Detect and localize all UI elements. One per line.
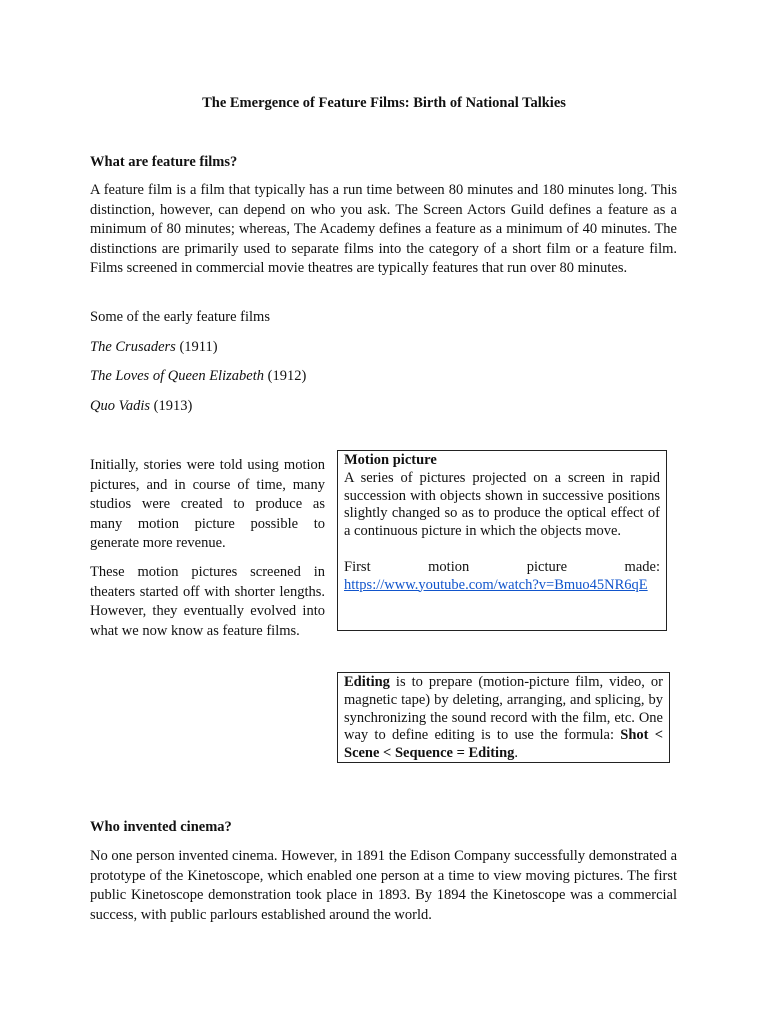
- motion-picture-definition: A series of pictures projected on a screen in rapid succession with objects shown in successive positions slightly changed so as to produce the optical effect of a continuous picture in which the objects move.: [344, 469, 660, 540]
- who-invented-paragraph: No one person invented cinema. However, in 1891 the Edison Company successfully demonstrated a prototype of the Kinetoscope, which enabled one person at a time to view moving pictures. The first public Kinetoscope demonstration took place in 1893. By 1894 the Kinetoscope was a commercial success, with public parlours established around the world.: [90, 848, 677, 923]
- editing-formula: Shot < Scene < Sequence = Editing: [344, 727, 663, 762]
- document-title: The Emergence of Feature Films: Birth of National Talkies: [202, 95, 566, 111]
- film-year: (1911): [179, 339, 218, 355]
- film-title: Quo Vadis: [90, 398, 151, 414]
- film-title: The Crusaders: [90, 339, 176, 355]
- film-title: The Loves of Queen Elizabeth: [90, 368, 264, 384]
- editing-period: .: [514, 745, 519, 762]
- film-item: [90, 397, 192, 417]
- film-item: [90, 367, 306, 387]
- left-column-paragraph-2: These motion pictures screened in theaters started off with shorter lengths. However, they eventually evolved into what we now know as feature films.: [90, 564, 325, 639]
- editing-box: [337, 672, 670, 763]
- feature-films-paragraph: A feature film is a film that typically has a run time between 80 minutes and 180 minutes long. This distinction, however, can depend on who you ask. The Screen Actors Guild defines a feature as a minimum of 80 minutes; whereas, The Academy defines a feature as a minimum of 40 minutes. The distinctions are primarily used to separate films into the category of a short film or a feature film. Films screened in commercial movie theatres are typically features that run over 80 minutes.: [90, 182, 677, 276]
- film-item: [90, 338, 218, 358]
- editing-definition: is to prepare (motion-picture film, video, or magnetic tape) by deleting, arranging, and splicing, by synchronizing the sound record with the film, etc. One way to define editing is to use the formula:: [344, 674, 663, 744]
- motion-picture-heading: Motion picture: [344, 452, 437, 468]
- section-heading-who-invented: Who invented cinema?: [90, 819, 232, 835]
- early-films-intro: Some of the early feature films: [90, 309, 270, 325]
- motion-picture-box: [337, 450, 667, 631]
- youtube-link[interactable]: https://www.youtube.com/watch?v=Bmuo45NR6qE: [344, 576, 648, 593]
- left-column-paragraph-1: Initially, stories were told using motion pictures, and in course of time, many studios were created to produce as many motion picture possible to generate more revenue.: [90, 457, 325, 551]
- editing-term: Editing: [344, 674, 390, 690]
- first-motion-picture-label: First motion picture made:: [344, 558, 660, 575]
- film-year: (1912): [267, 368, 307, 384]
- film-year: (1913): [153, 398, 193, 414]
- section-heading-feature-films: What are feature films?: [90, 154, 238, 170]
